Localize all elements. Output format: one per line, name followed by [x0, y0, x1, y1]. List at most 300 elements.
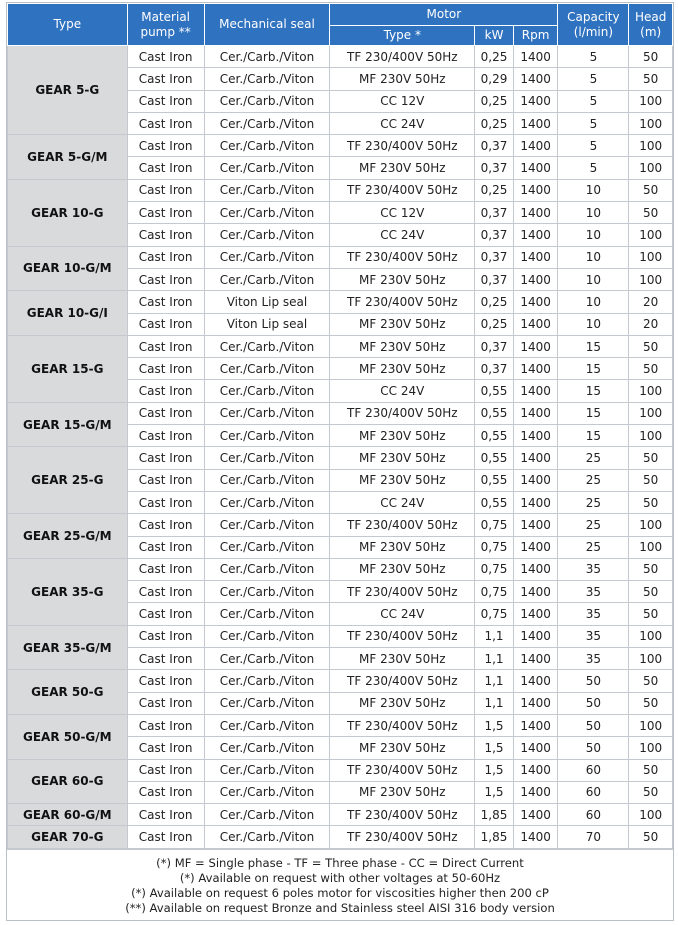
capacity-cell: 15 [558, 380, 629, 402]
header-material-pump: Material pump ** [127, 4, 204, 46]
capacity-cell: 5 [558, 90, 629, 112]
capacity-cell: 15 [558, 425, 629, 447]
pump-type-cell: GEAR 10-G [8, 179, 128, 246]
material-cell: Cast Iron [127, 135, 204, 157]
kw-cell: 1,1 [475, 670, 514, 692]
kw-cell: 1,5 [475, 737, 514, 759]
seal-cell: Cer./Carb./Viton [204, 358, 330, 380]
motor-type-cell: MF 230V 50Hz [330, 781, 475, 803]
motor-type-cell: MF 230V 50Hz [330, 268, 475, 290]
capacity-cell: 25 [558, 536, 629, 558]
kw-cell: 0,55 [475, 491, 514, 513]
capacity-cell: 60 [558, 804, 629, 826]
seal-cell: Cer./Carb./Viton [204, 826, 330, 848]
material-cell: Cast Iron [127, 447, 204, 469]
motor-type-cell: TF 230/400V 50Hz [330, 246, 475, 268]
head-cell: 50 [629, 335, 673, 357]
head-cell: 50 [629, 179, 673, 201]
seal-cell: Cer./Carb./Viton [204, 558, 330, 580]
table-row [8, 46, 673, 68]
head-cell: 100 [629, 625, 673, 647]
material-cell: Cast Iron [127, 68, 204, 90]
table-row [8, 558, 673, 580]
material-cell: Cast Iron [127, 157, 204, 179]
material-cell: Cast Iron [127, 781, 204, 803]
head-cell: 100 [629, 425, 673, 447]
rpm-cell: 1400 [513, 670, 558, 692]
pump-type-cell: GEAR 70-G [8, 826, 128, 848]
motor-type-cell: TF 230/400V 50Hz [330, 670, 475, 692]
rpm-cell: 1400 [513, 603, 558, 625]
header-rpm: Rpm [513, 26, 558, 46]
kw-cell: 0,75 [475, 514, 514, 536]
capacity-cell: 5 [558, 46, 629, 68]
capacity-cell: 35 [558, 558, 629, 580]
rpm-cell: 1400 [513, 46, 558, 68]
rpm-cell: 1400 [513, 692, 558, 714]
material-cell: Cast Iron [127, 514, 204, 536]
seal-cell: Cer./Carb./Viton [204, 737, 330, 759]
head-cell: 50 [629, 692, 673, 714]
material-cell: Cast Iron [127, 536, 204, 558]
pump-type-cell: GEAR 15-G/M [8, 402, 128, 447]
seal-cell: Cer./Carb./Viton [204, 402, 330, 424]
capacity-cell: 10 [558, 291, 629, 313]
seal-cell: Cer./Carb./Viton [204, 692, 330, 714]
head-cell: 50 [629, 491, 673, 513]
seal-cell: Cer./Carb./Viton [204, 714, 330, 736]
seal-cell: Cer./Carb./Viton [204, 68, 330, 90]
rpm-cell: 1400 [513, 648, 558, 670]
pump-type-cell: GEAR 35-G [8, 558, 128, 625]
rpm-cell: 1400 [513, 558, 558, 580]
material-cell: Cast Iron [127, 469, 204, 491]
capacity-cell: 10 [558, 268, 629, 290]
motor-type-cell: MF 230V 50Hz [330, 68, 475, 90]
table-row [8, 625, 673, 647]
material-cell: Cast Iron [127, 179, 204, 201]
head-cell: 100 [629, 112, 673, 134]
kw-cell: 0,55 [475, 447, 514, 469]
header-motor-type: Type * [330, 26, 475, 46]
rpm-cell: 1400 [513, 536, 558, 558]
material-cell: Cast Iron [127, 558, 204, 580]
capacity-cell: 10 [558, 179, 629, 201]
table-row [8, 759, 673, 781]
material-cell: Cast Iron [127, 670, 204, 692]
capacity-cell: 35 [558, 648, 629, 670]
seal-cell: Cer./Carb./Viton [204, 246, 330, 268]
kw-cell: 0,55 [475, 402, 514, 424]
seal-cell: Viton Lip seal [204, 291, 330, 313]
head-cell: 50 [629, 581, 673, 603]
kw-cell: 0,37 [475, 246, 514, 268]
seal-cell: Cer./Carb./Viton [204, 335, 330, 357]
material-cell: Cast Iron [127, 246, 204, 268]
kw-cell: 0,75 [475, 603, 514, 625]
footnote: (*) Available on request 6 poles motor for viscosities higher then 200 cP [131, 885, 549, 900]
material-cell: Cast Iron [127, 425, 204, 447]
motor-type-cell: TF 230/400V 50Hz [330, 402, 475, 424]
rpm-cell: 1400 [513, 781, 558, 803]
material-cell: Cast Iron [127, 603, 204, 625]
capacity-cell: 35 [558, 625, 629, 647]
pump-type-cell: GEAR 50-G/M [8, 714, 128, 759]
table-row [8, 179, 673, 201]
motor-type-cell: MF 230V 50Hz [330, 536, 475, 558]
pump-spec-table-panel [6, 2, 674, 921]
table-row [8, 826, 673, 848]
rpm-cell: 1400 [513, 112, 558, 134]
header-type: Type [8, 4, 128, 46]
header-kw: kW [475, 26, 514, 46]
capacity-cell: 5 [558, 135, 629, 157]
kw-cell: 1,85 [475, 804, 514, 826]
rpm-cell: 1400 [513, 380, 558, 402]
header-head: Head (m) [629, 4, 673, 46]
capacity-cell: 70 [558, 826, 629, 848]
head-cell: 50 [629, 68, 673, 90]
material-cell: Cast Iron [127, 46, 204, 68]
rpm-cell: 1400 [513, 625, 558, 647]
motor-type-cell: CC 24V [330, 112, 475, 134]
motor-type-cell: TF 230/400V 50Hz [330, 514, 475, 536]
kw-cell: 0,25 [475, 179, 514, 201]
head-cell: 50 [629, 781, 673, 803]
motor-type-cell: MF 230V 50Hz [330, 335, 475, 357]
motor-type-cell: MF 230V 50Hz [330, 692, 475, 714]
seal-cell: Cer./Carb./Viton [204, 135, 330, 157]
head-cell: 50 [629, 558, 673, 580]
table-body [8, 46, 673, 849]
head-cell: 20 [629, 313, 673, 335]
seal-cell: Cer./Carb./Viton [204, 625, 330, 647]
footnotes [7, 849, 673, 920]
pump-type-cell: GEAR 15-G [8, 335, 128, 402]
material-cell: Cast Iron [127, 581, 204, 603]
capacity-cell: 35 [558, 581, 629, 603]
kw-cell: 0,37 [475, 157, 514, 179]
capacity-cell: 25 [558, 447, 629, 469]
header-motor: Motor [330, 4, 558, 26]
capacity-cell: 10 [558, 313, 629, 335]
kw-cell: 1,5 [475, 714, 514, 736]
header-mechanical-seal: Mechanical seal [204, 4, 330, 46]
seal-cell: Cer./Carb./Viton [204, 202, 330, 224]
head-cell: 100 [629, 402, 673, 424]
motor-type-cell: TF 230/400V 50Hz [330, 135, 475, 157]
motor-type-cell: MF 230V 50Hz [330, 358, 475, 380]
seal-cell: Cer./Carb./Viton [204, 648, 330, 670]
pump-type-cell: GEAR 5-G/M [8, 135, 128, 180]
pump-type-cell: GEAR 10-G/M [8, 246, 128, 291]
head-cell: 50 [629, 202, 673, 224]
kw-cell: 0,55 [475, 380, 514, 402]
motor-type-cell: TF 230/400V 50Hz [330, 581, 475, 603]
capacity-cell: 25 [558, 491, 629, 513]
motor-type-cell: CC 12V [330, 202, 475, 224]
rpm-cell: 1400 [513, 135, 558, 157]
table-row [8, 402, 673, 424]
capacity-cell: 10 [558, 224, 629, 246]
capacity-cell: 5 [558, 68, 629, 90]
kw-cell: 0,25 [475, 313, 514, 335]
capacity-cell: 5 [558, 112, 629, 134]
material-cell: Cast Iron [127, 224, 204, 246]
table-row [8, 670, 673, 692]
motor-type-cell: MF 230V 50Hz [330, 469, 475, 491]
capacity-cell: 5 [558, 157, 629, 179]
head-cell: 100 [629, 157, 673, 179]
kw-cell: 0,37 [475, 135, 514, 157]
head-cell: 100 [629, 90, 673, 112]
seal-cell: Cer./Carb./Viton [204, 157, 330, 179]
head-cell: 100 [629, 714, 673, 736]
head-cell: 50 [629, 46, 673, 68]
material-cell: Cast Iron [127, 268, 204, 290]
head-cell: 20 [629, 291, 673, 313]
table-row [8, 135, 673, 157]
material-cell: Cast Iron [127, 335, 204, 357]
head-cell: 50 [629, 670, 673, 692]
head-cell: 100 [629, 135, 673, 157]
material-cell: Cast Iron [127, 648, 204, 670]
motor-type-cell: MF 230V 50Hz [330, 648, 475, 670]
rpm-cell: 1400 [513, 804, 558, 826]
material-cell: Cast Iron [127, 804, 204, 826]
head-cell: 50 [629, 826, 673, 848]
kw-cell: 0,55 [475, 425, 514, 447]
material-cell: Cast Iron [127, 202, 204, 224]
motor-type-cell: TF 230/400V 50Hz [330, 804, 475, 826]
material-cell: Cast Iron [127, 737, 204, 759]
motor-type-cell: CC 24V [330, 491, 475, 513]
pump-type-cell: GEAR 10-G/I [8, 291, 128, 336]
seal-cell: Cer./Carb./Viton [204, 514, 330, 536]
pump-type-cell: GEAR 25-G [8, 447, 128, 514]
rpm-cell: 1400 [513, 68, 558, 90]
rpm-cell: 1400 [513, 425, 558, 447]
table-header [8, 4, 673, 46]
capacity-cell: 50 [558, 714, 629, 736]
kw-cell: 0,75 [475, 581, 514, 603]
motor-type-cell: CC 12V [330, 90, 475, 112]
motor-type-cell: MF 230V 50Hz [330, 558, 475, 580]
rpm-cell: 1400 [513, 179, 558, 201]
kw-cell: 1,1 [475, 692, 514, 714]
seal-cell: Viton Lip seal [204, 313, 330, 335]
capacity-cell: 35 [558, 603, 629, 625]
kw-cell: 0,37 [475, 202, 514, 224]
kw-cell: 1,5 [475, 781, 514, 803]
capacity-cell: 15 [558, 402, 629, 424]
pump-type-cell: GEAR 50-G [8, 670, 128, 715]
table-row [8, 804, 673, 826]
seal-cell: Cer./Carb./Viton [204, 268, 330, 290]
table-row [8, 514, 673, 536]
kw-cell: 1,5 [475, 759, 514, 781]
seal-cell: Cer./Carb./Viton [204, 447, 330, 469]
kw-cell: 1,85 [475, 826, 514, 848]
material-cell: Cast Iron [127, 313, 204, 335]
motor-type-cell: TF 230/400V 50Hz [330, 179, 475, 201]
pump-type-cell: GEAR 5-G [8, 46, 128, 135]
seal-cell: Cer./Carb./Viton [204, 781, 330, 803]
rpm-cell: 1400 [513, 90, 558, 112]
head-cell: 50 [629, 759, 673, 781]
kw-cell: 1,1 [475, 648, 514, 670]
kw-cell: 0,25 [475, 90, 514, 112]
head-cell: 50 [629, 447, 673, 469]
rpm-cell: 1400 [513, 469, 558, 491]
rpm-cell: 1400 [513, 581, 558, 603]
material-cell: Cast Iron [127, 826, 204, 848]
rpm-cell: 1400 [513, 313, 558, 335]
header-capacity: Capacity (l/min) [558, 4, 629, 46]
rpm-cell: 1400 [513, 826, 558, 848]
seal-cell: Cer./Carb./Viton [204, 491, 330, 513]
material-cell: Cast Iron [127, 714, 204, 736]
motor-type-cell: MF 230V 50Hz [330, 737, 475, 759]
head-cell: 100 [629, 268, 673, 290]
motor-type-cell: CC 24V [330, 603, 475, 625]
rpm-cell: 1400 [513, 224, 558, 246]
kw-cell: 0,75 [475, 558, 514, 580]
head-cell: 100 [629, 514, 673, 536]
material-cell: Cast Iron [127, 491, 204, 513]
seal-cell: Cer./Carb./Viton [204, 90, 330, 112]
motor-type-cell: MF 230V 50Hz [330, 447, 475, 469]
rpm-cell: 1400 [513, 447, 558, 469]
kw-cell: 0,37 [475, 224, 514, 246]
table-row [8, 291, 673, 313]
head-cell: 50 [629, 358, 673, 380]
motor-type-cell: CC 24V [330, 380, 475, 402]
rpm-cell: 1400 [513, 491, 558, 513]
kw-cell: 0,37 [475, 268, 514, 290]
footnote: (*) MF = Single phase - TF = Three phase - CC = Direct Current [156, 855, 524, 870]
pump-type-cell: GEAR 25-G/M [8, 514, 128, 559]
material-cell: Cast Iron [127, 358, 204, 380]
seal-cell: Cer./Carb./Viton [204, 179, 330, 201]
capacity-cell: 15 [558, 335, 629, 357]
rpm-cell: 1400 [513, 514, 558, 536]
capacity-cell: 15 [558, 358, 629, 380]
rpm-cell: 1400 [513, 737, 558, 759]
motor-type-cell: TF 230/400V 50Hz [330, 759, 475, 781]
kw-cell: 0,75 [475, 536, 514, 558]
head-cell: 100 [629, 737, 673, 759]
motor-type-cell: TF 230/400V 50Hz [330, 291, 475, 313]
kw-cell: 0,37 [475, 335, 514, 357]
motor-type-cell: CC 24V [330, 224, 475, 246]
rpm-cell: 1400 [513, 291, 558, 313]
head-cell: 50 [629, 603, 673, 625]
seal-cell: Cer./Carb./Viton [204, 603, 330, 625]
motor-type-cell: TF 230/400V 50Hz [330, 714, 475, 736]
seal-cell: Cer./Carb./Viton [204, 759, 330, 781]
rpm-cell: 1400 [513, 157, 558, 179]
kw-cell: 0,25 [475, 46, 514, 68]
kw-cell: 0,55 [475, 469, 514, 491]
motor-type-cell: MF 230V 50Hz [330, 313, 475, 335]
material-cell: Cast Iron [127, 402, 204, 424]
motor-type-cell: MF 230V 50Hz [330, 157, 475, 179]
head-cell: 100 [629, 380, 673, 402]
material-cell: Cast Iron [127, 759, 204, 781]
material-cell: Cast Iron [127, 692, 204, 714]
kw-cell: 0,25 [475, 112, 514, 134]
rpm-cell: 1400 [513, 759, 558, 781]
head-cell: 100 [629, 224, 673, 246]
seal-cell: Cer./Carb./Viton [204, 804, 330, 826]
motor-type-cell: TF 230/400V 50Hz [330, 625, 475, 647]
rpm-cell: 1400 [513, 246, 558, 268]
footnote: (**) Available on request Bronze and Stainless steel AISI 316 body version [125, 900, 555, 915]
head-cell: 100 [629, 648, 673, 670]
pump-type-cell: GEAR 60-G [8, 759, 128, 804]
table-row [8, 447, 673, 469]
rpm-cell: 1400 [513, 402, 558, 424]
seal-cell: Cer./Carb./Viton [204, 670, 330, 692]
kw-cell: 0,25 [475, 291, 514, 313]
pump-type-cell: GEAR 35-G/M [8, 625, 128, 670]
capacity-cell: 50 [558, 670, 629, 692]
kw-cell: 0,29 [475, 68, 514, 90]
kw-cell: 0,37 [475, 358, 514, 380]
material-cell: Cast Iron [127, 380, 204, 402]
seal-cell: Cer./Carb./Viton [204, 224, 330, 246]
table-row [8, 246, 673, 268]
rpm-cell: 1400 [513, 714, 558, 736]
rpm-cell: 1400 [513, 202, 558, 224]
pump-spec-table [7, 3, 673, 849]
head-cell: 100 [629, 536, 673, 558]
rpm-cell: 1400 [513, 358, 558, 380]
head-cell: 100 [629, 804, 673, 826]
seal-cell: Cer./Carb./Viton [204, 581, 330, 603]
capacity-cell: 60 [558, 759, 629, 781]
footnote: (*) Available on request with other voltages at 50-60Hz [179, 870, 501, 885]
pump-type-cell: GEAR 60-G/M [8, 804, 128, 826]
material-cell: Cast Iron [127, 625, 204, 647]
motor-type-cell: TF 230/400V 50Hz [330, 826, 475, 848]
seal-cell: Cer./Carb./Viton [204, 469, 330, 491]
capacity-cell: 10 [558, 246, 629, 268]
material-cell: Cast Iron [127, 90, 204, 112]
seal-cell: Cer./Carb./Viton [204, 112, 330, 134]
material-cell: Cast Iron [127, 112, 204, 134]
rpm-cell: 1400 [513, 268, 558, 290]
seal-cell: Cer./Carb./Viton [204, 46, 330, 68]
motor-type-cell: MF 230V 50Hz [330, 425, 475, 447]
seal-cell: Cer./Carb./Viton [204, 425, 330, 447]
table-row [8, 714, 673, 736]
head-cell: 50 [629, 469, 673, 491]
capacity-cell: 50 [558, 737, 629, 759]
table-row [8, 335, 673, 357]
capacity-cell: 25 [558, 469, 629, 491]
kw-cell: 1,1 [475, 625, 514, 647]
material-cell: Cast Iron [127, 291, 204, 313]
head-cell: 100 [629, 246, 673, 268]
rpm-cell: 1400 [513, 335, 558, 357]
capacity-cell: 10 [558, 202, 629, 224]
capacity-cell: 50 [558, 692, 629, 714]
motor-type-cell: TF 230/400V 50Hz [330, 46, 475, 68]
seal-cell: Cer./Carb./Viton [204, 380, 330, 402]
capacity-cell: 25 [558, 514, 629, 536]
